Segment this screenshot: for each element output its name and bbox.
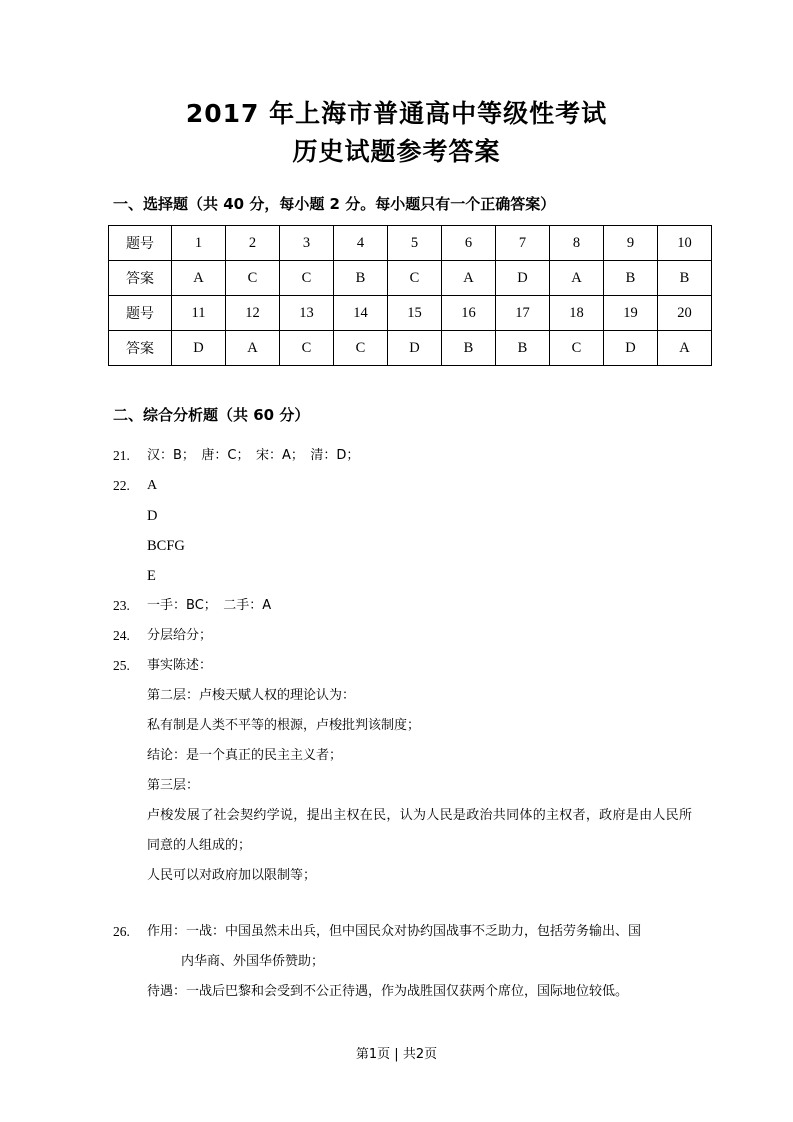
table-row [109,226,712,261]
table-cell: D [388,331,442,366]
table-row [109,261,712,296]
spacer [0,891,793,917]
answer-22-line-3: BCFG [147,538,185,554]
table-cell: 14 [334,296,388,331]
answer-item-24 [113,621,793,651]
page-title-line-1: 2017 年上海市普通高中等级性考试 [185,99,608,128]
table-cell: B [334,261,388,296]
table-cell: 6 [442,226,496,261]
table-cell: D [604,331,658,366]
answer-26-line-3: 待遇：一战后巴黎和会受到不公正待遇，作为战胜国仅获两个席位，国际地位较低。 [147,984,629,999]
answer-22-line-4: E [147,568,156,584]
table-cell: A [658,331,712,366]
table-cell: C [280,261,334,296]
answers-list [0,441,793,1007]
table-cell: 15 [388,296,442,331]
answer-item-25 [113,651,793,681]
table-cell: C [388,261,442,296]
answer-number: 22. [113,478,130,493]
answer-number: 25. [113,658,130,673]
table-cell: 7 [496,226,550,261]
section-heading-multiple-choice: 一、选择题（共 40 分，每小题 2 分。每小题只有一个正确答案） [113,195,556,213]
table-cell: B [658,261,712,296]
table-cell: 17 [496,296,550,331]
table-cell: A [226,331,280,366]
table-cell: D [172,331,226,366]
answer-25-paragraph: 卢梭发展了社会契约学说，提出主权在民，认为人民是政治共同体的主权者，政府是由人民所同意的人组成的； [147,808,692,853]
answer-22-line-2: D [147,508,158,524]
row-header-question-number-1: 题号 [109,226,172,261]
answer-text: 事实陈述： [147,658,213,673]
table-cell: 4 [334,226,388,261]
table-cell: 9 [604,226,658,261]
row-header-answer-2: 答案 [109,331,172,366]
table-cell: 11 [172,296,226,331]
row-header-question-number-2: 题号 [109,296,172,331]
table-cell: A [550,261,604,296]
answer-item-23 [113,591,793,621]
answer-number: 26. [113,924,130,939]
table-cell: 10 [658,226,712,261]
answer-item-21 [113,441,793,471]
answer-text: 作用：一战：中国虽然未出兵，但中国民众对协约国战事不乏助力，包括劳务输出、国 [147,924,642,939]
table-cell: 1 [172,226,226,261]
answer-25-line-2: 私有制是人类不平等的根源，卢梭批判该制度； [147,718,421,733]
table-cell: B [442,331,496,366]
answer-25-line-1: 第二层：卢梭天赋人权的理论认为： [147,688,356,703]
table-cell: A [172,261,226,296]
answer-text: A [147,478,158,493]
page-footer: 第1页 | 共2页 [355,1047,438,1062]
answer-number: 24. [113,628,130,643]
title-block [0,95,793,171]
section-heading-comprehensive: 二、综合分析题（共 60 分） [113,406,310,424]
answer-text: 分层给分； [147,628,213,643]
table-cell: 19 [604,296,658,331]
table-cell: C [226,261,280,296]
answer-number: 23. [113,598,130,613]
table-row [109,296,712,331]
table-cell: 2 [226,226,280,261]
table-cell: A [442,261,496,296]
table-cell: C [280,331,334,366]
answer-26-line-2: 内华商、外国华侨赞助； [181,954,325,969]
table-cell: B [604,261,658,296]
answer-text: 汉：B； 唐：C； 宋：A； 清：D； [147,448,360,463]
table-cell: 8 [550,226,604,261]
answer-25-line-3: 结论：是一个真正的民主主义者； [147,748,343,763]
table-row [109,331,712,366]
answer-item-22 [113,471,793,501]
table-cell: 20 [658,296,712,331]
table-cell: D [496,261,550,296]
answer-25-last-line: 人民可以对政府加以限制等； [147,868,317,883]
answer-table [108,225,712,366]
answer-number: 21. [113,448,130,463]
table-cell: 12 [226,296,280,331]
table-cell: 13 [280,296,334,331]
answer-25-line-4: 第三层： [147,778,200,793]
table-cell: C [334,331,388,366]
page-title-line-2: 历史试题参考答案 [292,137,501,166]
answer-item-26 [113,917,793,947]
table-cell: 3 [280,226,334,261]
table-cell: 18 [550,296,604,331]
answer-text: 一手：BC； 二手：A [147,598,272,613]
table-cell: B [496,331,550,366]
row-header-answer-1: 答案 [109,261,172,296]
table-cell: C [550,331,604,366]
table-cell: 16 [442,296,496,331]
table-cell: 5 [388,226,442,261]
